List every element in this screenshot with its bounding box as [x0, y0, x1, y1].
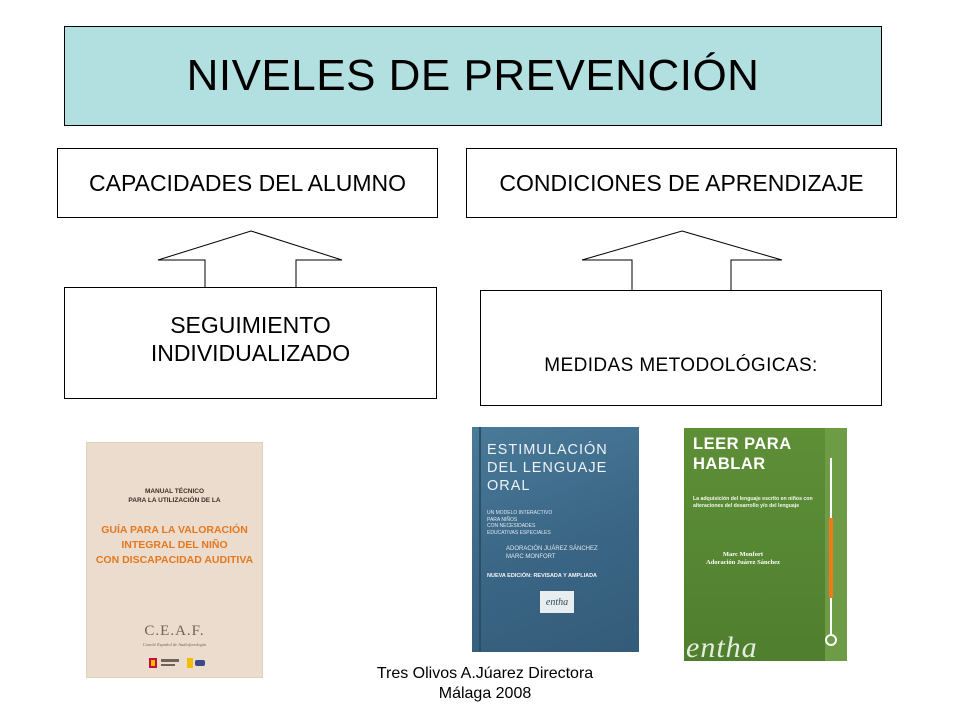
seguimiento-line1: SEGUIMIENTO [170, 312, 331, 338]
capacidades-box [57, 148, 438, 218]
seguimiento-box [64, 287, 437, 399]
book1-publisher: C.E.A.F. [144, 623, 205, 639]
book2-title [487, 441, 608, 495]
book2-edition: NUEVA EDICIÓN: REVISADA Y AMPLIADA [487, 573, 598, 579]
right-up-arrow [576, 228, 788, 292]
book3-author1: Marc Monfort [722, 551, 764, 558]
book-cover-leer-para-hablar [684, 428, 847, 661]
left-up-arrow [150, 228, 350, 290]
book3-title-line1: LEER PARA [693, 435, 792, 453]
condiciones-label: CONDICIONES DE APRENDIZAJE [499, 169, 864, 196]
book3-title [693, 434, 792, 474]
book1-title-line2: INTEGRAL DEL NIÑO [121, 539, 228, 551]
book2-author2: MARC MONFORT [506, 553, 556, 560]
book2-subtitle-line2: PARA NIÑOS [487, 516, 518, 523]
book3-thermometer-icon [825, 458, 837, 648]
book2-publisher: entha [545, 596, 569, 608]
book2-authors [506, 546, 598, 561]
book2-subtitle-line1: UN MODELO INTERACTIVO [487, 510, 553, 516]
book1-header-line2: PARA LA UTILIZACIÓN DE LA [128, 497, 221, 504]
footer-line2: Málaga 2008 [438, 685, 532, 702]
book2-subtitle-line4: EDUCATIVAS ESPECIALES [487, 529, 551, 536]
book1-logos-icon [147, 656, 207, 670]
book3-subtitle: La adquisición del lenguaje escrito en niños con alteraciones del desarrollo y/o del lenguaje [693, 496, 813, 509]
book2-subtitle [487, 510, 552, 536]
book3-title-line2: HABLAR [693, 455, 766, 473]
book-cover-guia-valoracion [86, 442, 263, 678]
seguimiento-line2: INDIVIDUALIZADO [150, 340, 351, 366]
book1-header [87, 487, 262, 505]
book2-publisher-logo [540, 591, 574, 613]
medidas-box [480, 290, 882, 406]
condiciones-box [466, 148, 897, 218]
medidas-label: MEDIDAS METODOLÓGICAS: [544, 355, 818, 376]
footer [340, 664, 630, 704]
seguimiento-label [151, 311, 350, 375]
book1-header-line1: MANUAL TÉCNICO [144, 488, 205, 495]
book2-title-line3: ORAL [487, 478, 531, 494]
book3-authors [706, 551, 780, 567]
book2-author1: ADORACIÓN JUÁREZ SÁNCHEZ [506, 546, 598, 552]
book2-title-line1: ESTIMULACIÓN [487, 442, 608, 458]
book-cover-estimulacion-lenguaje [472, 427, 639, 652]
title-box [64, 26, 882, 126]
book2-title-line2: DEL LENGUAJE [487, 460, 608, 476]
book1-publisher-sub: Comité Español de Audiofonología [142, 642, 207, 647]
page-title: NIVELES DE PREVENCIÓN [186, 51, 760, 100]
book3-publisher: entha [686, 631, 758, 661]
book2-subtitle-line3: CON NECESIDADES [487, 523, 536, 529]
book1-title [87, 523, 262, 568]
book1-title-line3: CON DISCAPACIDAD AUDITIVA [95, 554, 254, 566]
capacidades-label: CAPACIDADES DEL ALUMNO [89, 169, 406, 196]
book1-title-line1: GUÍA PARA LA VALORACIÓN [101, 524, 248, 536]
footer-line1: Tres Olivos A.Júarez Directora [376, 665, 594, 682]
book3-author2: Adoración Juárez Sánchez [706, 559, 780, 566]
